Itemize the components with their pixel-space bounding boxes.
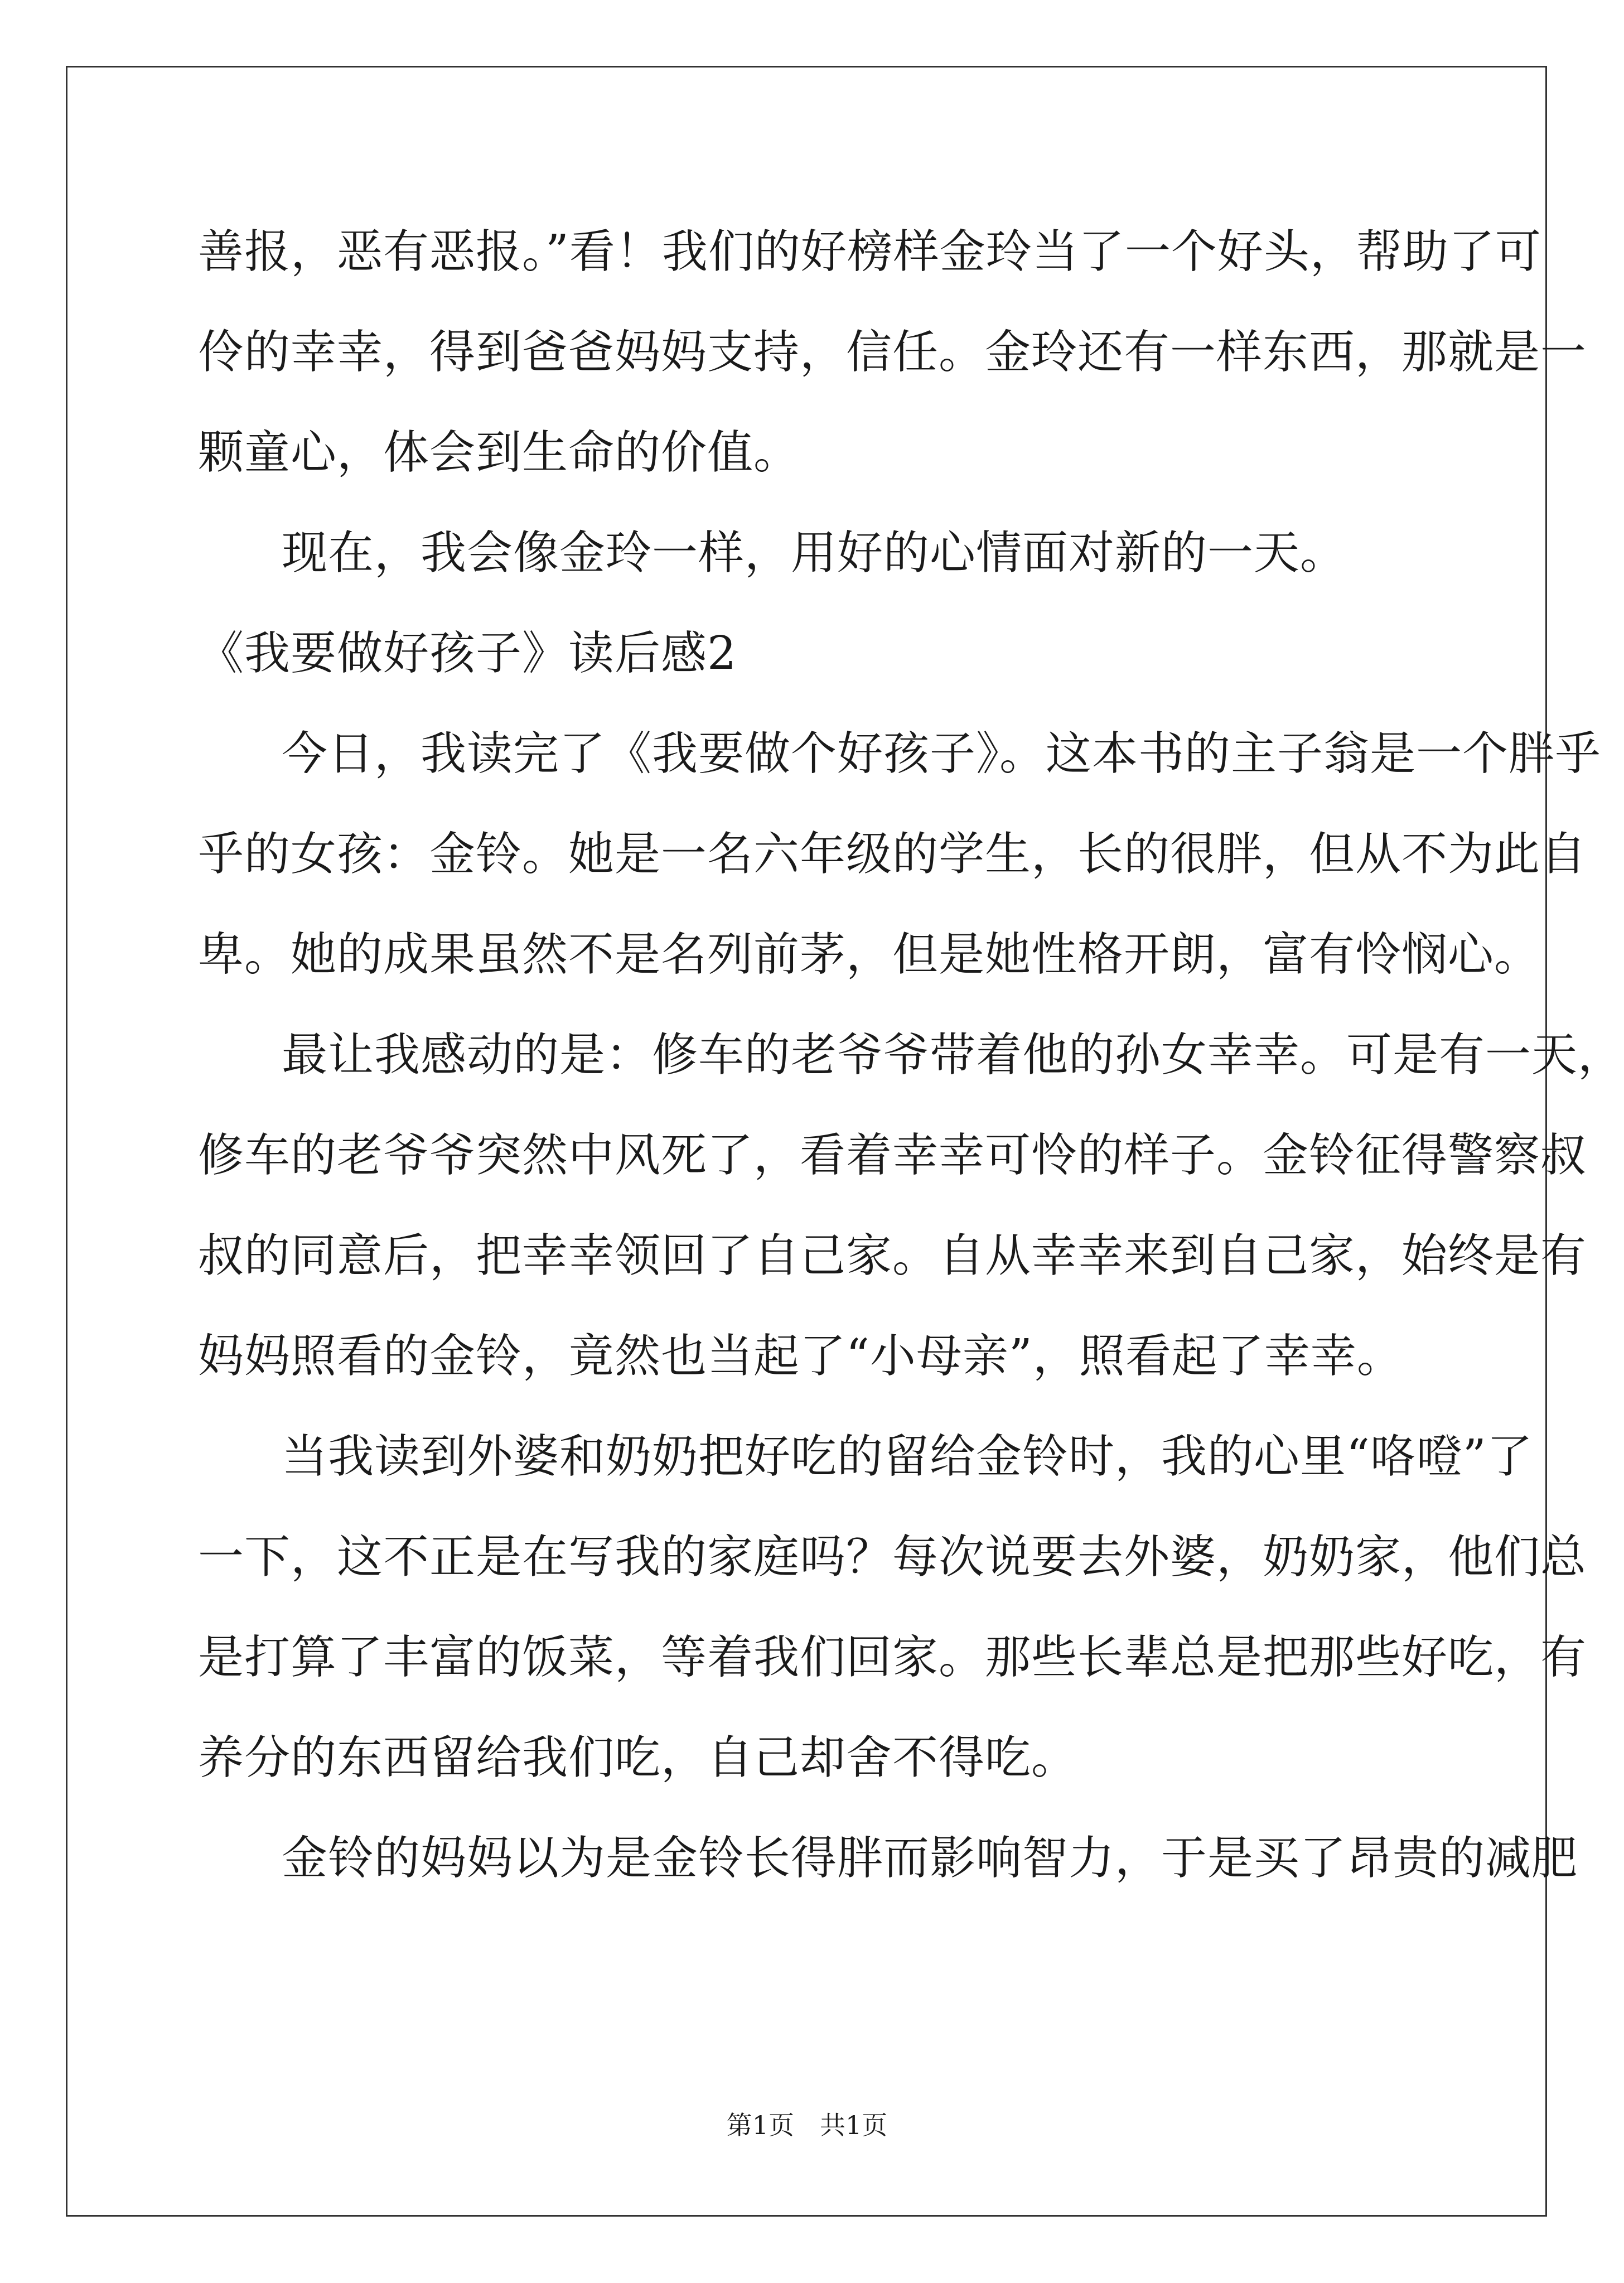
text-line: 卑。她的成果虽然不是名列前茅，但是她性格开朗，富有怜悯心。 <box>198 928 1541 981</box>
text-line: 善报，恶有恶报。”看！我们的好榜样金玲当了一个好头，帮助了可 <box>198 225 1541 278</box>
text-line: 伶的幸幸，得到爸爸妈妈支持，信任。金玲还有一样东西，那就是一 <box>198 326 1587 379</box>
text-line: 乎的女孩：金铃。她是一名六年级的学生，长的很胖，但从不为此自 <box>198 828 1587 881</box>
text-line: 金铃的妈妈以为是金铃长得胖而影响智力，于是买了昂贵的减肥 <box>282 1832 1578 1885</box>
page-total: 共1页 <box>820 2110 888 2140</box>
document-body <box>198 202 1624 1909</box>
text-line: 叔的同意后，把幸幸领回了自己家。自从幸幸来到自己家，始终是有 <box>198 1229 1587 1282</box>
text-line: 当我读到外婆和奶奶把好吃的留给金铃时，我的心里“咯噔”了 <box>282 1430 1533 1483</box>
page-number: 第1页 <box>726 2110 794 2140</box>
page-footer <box>0 2108 1614 2142</box>
text-line: 妈妈照看的金铃，竟然也当起了“小母亲”，照看起了幸幸。 <box>198 1330 1403 1383</box>
text-line: 今日，我读完了《我要做个好孩子》。这本书的主子翁是一个胖乎 <box>282 727 1602 780</box>
text-line: 现在，我会像金玲一样，用好的心情面对新的一天。 <box>282 527 1347 580</box>
text-line: 颗童心，体会到生命的价值。 <box>198 426 800 479</box>
text-line: 养分的东西留给我们吃，自己却舍不得吃。 <box>198 1731 1078 1784</box>
text-line: 最让我感动的是：修车的老爷爷带着他的孙女幸幸。可是有一天， <box>282 1029 1624 1082</box>
section-heading: 《我要做好孩子》读后感2 <box>198 627 737 680</box>
text-line: 修车的老爷爷突然中风死了，看着幸幸可怜的样子。金铃征得警察叔 <box>198 1129 1587 1182</box>
text-line: 是打算了丰富的饭菜，等着我们回家。那些长辈总是把那些好吃，有 <box>198 1631 1587 1684</box>
text-line: 一下，这不正是在写我的家庭吗？每次说要去外婆，奶奶家，他们总 <box>198 1531 1587 1584</box>
